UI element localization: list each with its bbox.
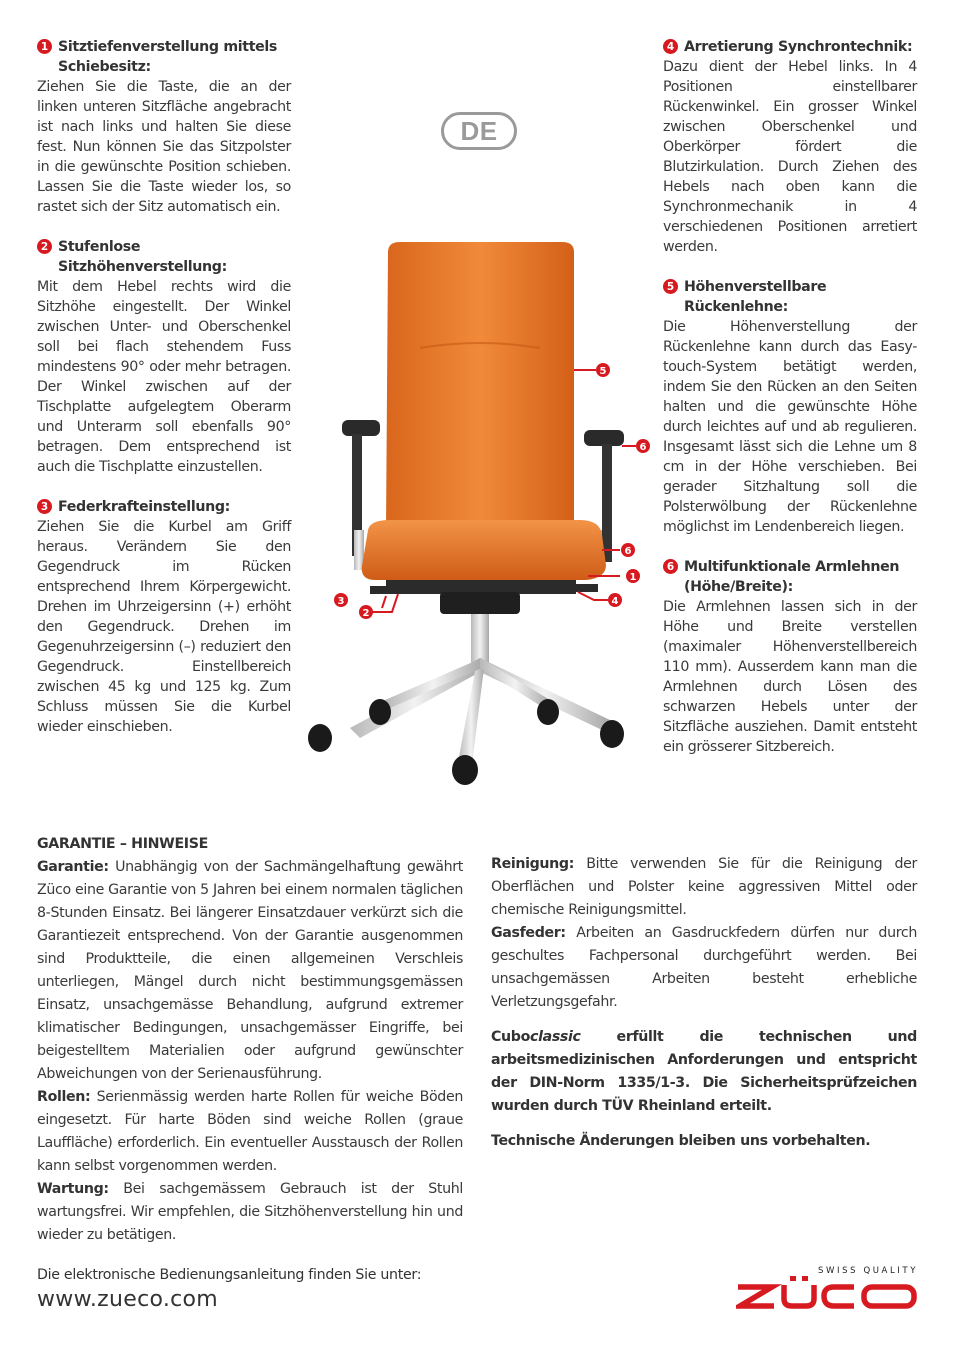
cleaning-text: Bitte verwenden Sie für die Reinigung der Oberflächen und Polster keine aggressiven Mittel oder chemische Reinigungsmittel.: [491, 856, 917, 918]
changes-notice: Technische Änderungen bleiben uns vorbehalten.: [491, 1133, 871, 1149]
warranty-section: [37, 833, 463, 1247]
manual-note: Die elektronische Bedienungsanleitung finden Sie unter:: [37, 1267, 422, 1283]
website-link[interactable]: www.zueco.com: [37, 1287, 219, 1312]
compliance-statement: [491, 1026, 917, 1118]
section-body: Mit dem Hebel rechts wird die Sitzhöhe eingestellt. Der Winkel zwischen Unter- und Oberschenkel soll bei flach stehendem Fuss mindestens 90° oder mehr betragen. Der Winkel zwischen auf der Tischplatte aufgelegtem Oberarm und Unterarm soll ebenfalls 90° betragen. Dem entsprechend ist auch die Tischplatte einzustellen.: [37, 279, 291, 475]
number-badge: 1: [37, 39, 52, 54]
maintenance-paragraph: [37, 1178, 463, 1247]
maintenance-label: Wartung:: [37, 1181, 109, 1197]
section-seat-depth: [37, 37, 291, 217]
chair-illustration: [290, 230, 660, 790]
section-title: Multifunktionale Armlehnen (Höhe/Breite):: [684, 559, 900, 595]
zueco-logo: [736, 1266, 918, 1312]
callout-1: 1: [629, 572, 637, 583]
callout-6-lever: 6: [624, 546, 632, 557]
number-badge: 5: [663, 279, 678, 294]
compliance-text: erfüllt die technischen und arbeitsmedizinischen Anforderungen und entspricht der DIN-Norm 1335/1-3. Die Sicherheitsprüfzeichen wurden durch TÜV Rheinland erteilt.: [491, 1029, 917, 1114]
gas-spring-paragraph: [491, 922, 917, 1014]
logo-tagline: SWISS QUALITY: [818, 1266, 918, 1276]
cleaning-paragraph: [491, 853, 917, 922]
gas-spring-text: Arbeiten an Gasdruckfedern dürfen nur durch geschultes Fachpersonal durchgeführt werden. Bei unsachgemässen Arbeiten besteht erhebliche Verletzungsgefahr.: [491, 925, 917, 1010]
callout-6-armrest: 6: [639, 442, 647, 453]
warranty-label: Garantie:: [37, 859, 109, 875]
language-badge: DE: [441, 112, 517, 150]
product-name-italic: classic: [530, 1029, 581, 1045]
section-title: Arretierung Synchrontechnik:: [684, 39, 913, 55]
warranty-heading: GARANTIE – HINWEISE: [37, 836, 208, 852]
section-title: Federkrafteinstellung:: [58, 499, 230, 515]
section-body: Ziehen Sie die Taste, die an der linken unteren Sitzfläche angebracht ist nach links und halten Sie diese fest. Nun können Sie das Sitzpolster in die gewünschte Position schieben. Lassen Sie die Taste wieder los, so rastet sich der Sitz automatisch ein.: [37, 79, 291, 215]
number-badge: 3: [37, 499, 52, 514]
section-spring-force: [37, 497, 291, 737]
casters-label: Rollen:: [37, 1089, 91, 1105]
section-backrest-height: [663, 277, 917, 537]
casters-text: Serienmässig werden harte Rollen für weiche Böden eingesetzt. Für harte Böden sind weiche Rollen (graue Lauffläche) erforderlich. Ein eventueller Ausstausch der Rollen kann selbst vorgenommen werden.: [37, 1089, 463, 1174]
gas-spring-label: Gasfeder:: [491, 925, 566, 941]
logo-wordmark-graphic: [736, 1266, 918, 1312]
callout-4: 4: [611, 596, 619, 607]
section-synchro-lock: [663, 37, 917, 257]
casters-paragraph: [37, 1086, 463, 1178]
left-instructions: [37, 37, 291, 757]
warranty-paragraph: [37, 856, 463, 1086]
cleaning-label: Reinigung:: [491, 856, 575, 872]
number-badge: 4: [663, 39, 678, 54]
callout-3: 3: [337, 596, 345, 607]
section-body: Die Höhenverstellung der Rückenlehne kann durch das Easy-touch-System betätigt werden, indem Sie den Rücken an den Seiten halten und die gewünschte Höhe durch leichtes auf und ab regulieren. Insgesamt lässt sich die Lehne um 8 cm in der Höhe verschieben. Bei gerader Sitzhaltung soll die Polsterwölbung der Rückenlehne möglichst im Lendenbereich liegen.: [663, 319, 917, 535]
section-title: Stufenlose Sitzhöhenverstellung:: [58, 239, 227, 275]
product-name-prefix: Cubo: [491, 1029, 531, 1045]
section-seat-height: [37, 237, 291, 477]
section-title: Höhenverstellbare Rückenlehne:: [684, 279, 827, 315]
callout-5: 5: [599, 366, 607, 377]
section-body: Dazu dient der Hebel links. In 4 Positionen einstellbarer Rückenwinkel. Ein grosser Winkel zwischen Oberschenkel und Oberkörper fördert die Blutzirkulation. Durch Ziehen des Hebels nach oben kann die Synchronmechanik in 4 verschiedenen Positionen arretiert werden.: [663, 59, 917, 255]
right-instructions: [663, 37, 917, 777]
maintenance-text: Bei sachgemässem Gebrauch ist der Stuhl wartungsfrei. Wir empfehlen, die Sitzhöhenverstellung hin und wieder zu betätigen.: [37, 1181, 463, 1243]
warranty-text: Unabhängig von der Sachmängelhaftung gewährt Züco eine Garantie von 5 Jahren bei einem normalen täglichen 8-Stunden Einsatz. Bei längerer Einsatzdauer verkürzt sich die Garantiezeit entsprechend. Von der Garantie ausgenommen sind Produktteile, die einen allgemeinen Verschleis unterliegen, Mängel durch nicht bestimmungsgemässen Einsatz, unsachgemässe Behandlung, aufgrund extremer klimatischer Bedingungen, unsachgemässer Eingriffe, bei beigestelltem Materialien oder aufgrund gewünschter Abweichungen von der Serienausführung.: [37, 859, 463, 1082]
section-title: Sitztiefenverstellung mittels Schiebesitz:: [58, 39, 278, 75]
number-badge: 6: [663, 559, 678, 574]
section-armrests: [663, 557, 917, 757]
callout-2: 2: [362, 608, 370, 619]
section-body: Die Armlehnen lassen sich in der Höhe und Breite verstellen (maximaler Höhenverstellbereich 110 mm). Ausserdem kann man die Armlehnen durch Lösen des schwarzen Hebels unter der Sitzfläche ausziehen. Damit entsteht ein grösserer Sitzbereich.: [663, 599, 917, 755]
number-badge: 2: [37, 239, 52, 254]
section-body: Ziehen Sie die Kurbel am Griff heraus. Verändern Sie den Gegendruck im Rücken entsprechend Ihrem Körpergewicht. Drehen im Uhrzeigersinn (+) erhöht den Gegendruck. Drehen im Gegenuhrzeigersinn (–) reduziert den Gegendruck. Einstellbereich zwischen 45 kg und 125 kg. Zum Schluss müssen Sie die Kurbel wieder einschieben.: [37, 519, 291, 735]
care-section: [491, 853, 917, 1153]
